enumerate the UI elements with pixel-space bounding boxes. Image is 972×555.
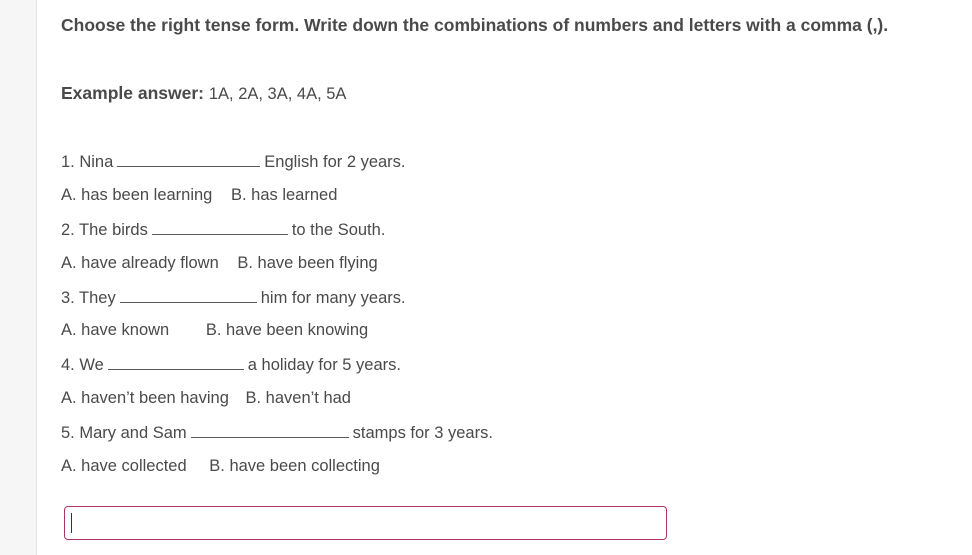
example-value: 1A, 2A, 3A, 4A, 5A [208, 85, 347, 103]
question-4-options [61, 389, 351, 408]
question-3-option-b: B. have been knowing [205, 321, 369, 339]
question-1 [61, 152, 406, 172]
question-5-suffix: stamps for 3 years. [352, 424, 493, 442]
question-3-options [61, 321, 368, 340]
question-3-blank [120, 288, 257, 303]
question-2-blank [152, 220, 288, 235]
question-3-suffix: him for many years. [260, 289, 406, 307]
instruction-text: Choose the right tense form. Write down the combinations of numbers and letters with a comma (,). [61, 15, 889, 35]
question-4-suffix: a holiday for 5 years. [247, 356, 401, 374]
question-2-prefix: 2. The birds [61, 221, 148, 239]
question-4-option-a: A. haven’t been having [61, 389, 229, 407]
question-5-options [61, 457, 380, 476]
text-caret [71, 513, 72, 533]
question-2-option-b: B. have been flying [237, 254, 378, 272]
question-1-option-b: B. has learned [230, 186, 338, 204]
question-1-option-a: A. has been learning [61, 186, 213, 204]
question-1-options [61, 186, 337, 205]
example-answer [61, 83, 346, 104]
question-5-prefix: 5. Mary and Sam [61, 424, 187, 442]
question-5-blank [191, 423, 349, 438]
question-2-options [61, 254, 378, 273]
question-5 [61, 423, 493, 443]
question-4-option-b: B. haven’t had [245, 389, 351, 407]
left-margin-rule [0, 0, 37, 555]
example-label: Example answer: [61, 83, 204, 103]
question-4 [61, 355, 401, 375]
question-2-suffix: to the South. [291, 221, 386, 239]
question-2 [61, 220, 385, 240]
question-5-option-b: B. have been collecting [209, 457, 380, 475]
question-3-option-a: A. have known [61, 321, 170, 339]
question-2-option-a: A. have already flown [61, 254, 219, 272]
question-4-prefix: 4. We [61, 356, 104, 374]
question-1-prefix: 1. Nina [61, 153, 114, 171]
question-1-blank [117, 152, 260, 167]
question-1-suffix: English for 2 years. [264, 153, 406, 171]
question-4-blank [108, 355, 244, 370]
question-3 [61, 288, 406, 308]
answer-input[interactable] [64, 506, 667, 540]
question-3-prefix: 3. They [61, 289, 116, 307]
question-5-option-a: A. have collected [61, 457, 187, 475]
